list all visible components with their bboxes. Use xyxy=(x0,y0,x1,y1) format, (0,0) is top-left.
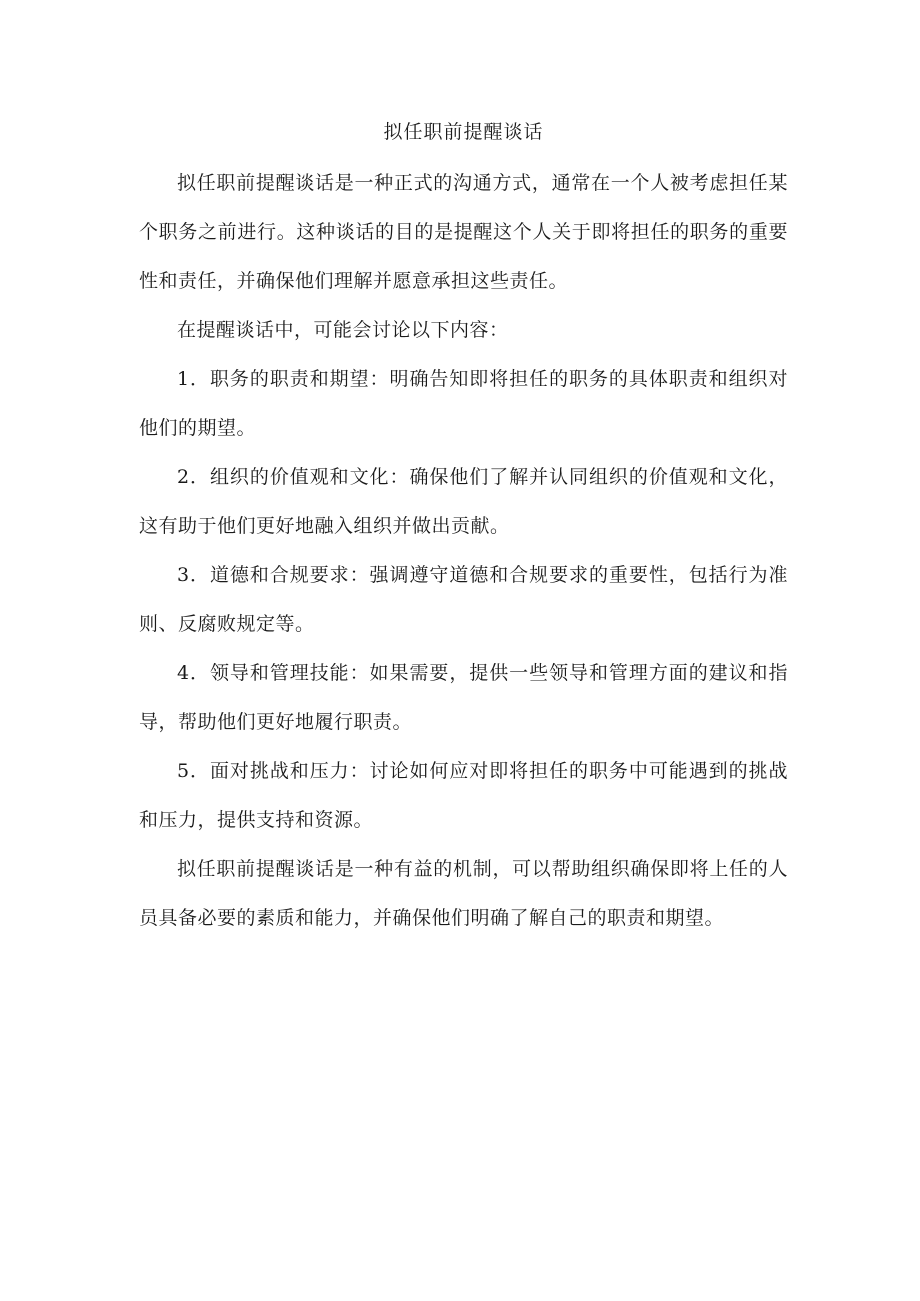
paragraph-conclusion: 拟任职前提醒谈话是一种有益的机制，可以帮助组织确保即将上任的人员具备必要的素质和能力，并确保他们明确了解自己的职责和期望。 xyxy=(139,858,788,929)
list-item-3: 3．道德和合规要求：强调遵守道德和合规要求的重要性，包括行为准则、反腐败规定等。 xyxy=(139,564,788,635)
document-title: 拟任职前提醒谈话 xyxy=(383,121,544,143)
list-item-1: 1．职务的职责和期望：明确告知即将担任的职务的具体职责和组织对他们的期望。 xyxy=(139,368,788,439)
paragraph-intro: 拟任职前提醒谈话是一种正式的沟通方式，通常在一个人被考虑担任某个职务之前进行。这种谈话的目的是提醒这个人关于即将担任的职务的重要性和责任，并确保他们理解并愿意承担这些责任。 xyxy=(139,172,788,292)
list-item-4: 4．领导和管理技能：如果需要，提供一些领导和管理方面的建议和指导，帮助他们更好地履行职责。 xyxy=(139,662,788,733)
list-item-5: 5．面对挑战和压力：讨论如何应对即将担任的职务中可能遇到的挑战和压力，提供支持和资源。 xyxy=(139,760,788,831)
paragraph-topics-lead: 在提醒谈话中，可能会讨论以下内容： xyxy=(177,319,509,341)
list-item-2: 2．组织的价值观和文化：确保他们了解并认同组织的价值观和文化，这有助于他们更好地融入组织并做出贡献。 xyxy=(139,466,788,537)
